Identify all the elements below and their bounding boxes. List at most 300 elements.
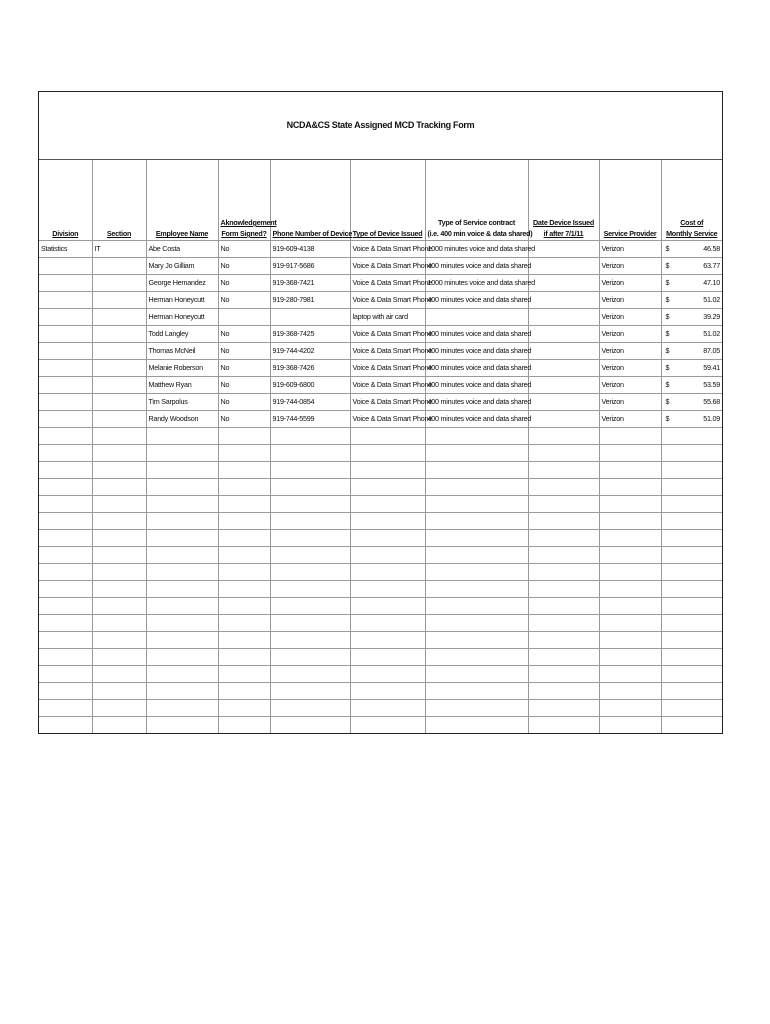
empty-cell[interactable] (92, 598, 146, 615)
empty-cell[interactable] (146, 496, 218, 513)
empty-cell[interactable] (350, 513, 425, 530)
currency-symbol: $ (665, 312, 670, 321)
empty-cell[interactable] (270, 428, 350, 445)
empty-cell[interactable] (350, 649, 425, 666)
empty-cell[interactable] (218, 428, 270, 445)
empty-cell[interactable] (425, 598, 528, 615)
cell-employee-name: Todd Langley (146, 326, 218, 343)
cost-value: 53.59 (703, 380, 720, 389)
empty-cell[interactable] (528, 700, 599, 717)
empty-cell[interactable] (218, 479, 270, 496)
empty-cell[interactable] (92, 462, 146, 479)
empty-cell[interactable] (39, 445, 92, 462)
empty-cell[interactable] (661, 547, 722, 564)
cell-acknowledgement: No (218, 377, 270, 394)
cell-device-type: Voice & Data Smart Phone (350, 292, 425, 309)
empty-cell[interactable] (92, 683, 146, 700)
empty-cell[interactable] (146, 615, 218, 632)
table-row (39, 343, 722, 360)
empty-cell[interactable] (528, 717, 599, 734)
empty-cell[interactable] (39, 615, 92, 632)
cell-acknowledgement: No (218, 360, 270, 377)
empty-cell[interactable] (599, 700, 661, 717)
empty-cell[interactable] (661, 513, 722, 530)
empty-cell[interactable] (661, 581, 722, 598)
empty-cell[interactable] (270, 547, 350, 564)
empty-cell[interactable] (661, 496, 722, 513)
empty-cell[interactable] (661, 428, 722, 445)
header-ack-line2: Form Signed? (221, 229, 267, 238)
empty-cell[interactable] (39, 666, 92, 683)
currency-symbol: $ (665, 380, 670, 389)
cell-monthly-cost (661, 326, 722, 343)
empty-cell[interactable] (270, 683, 350, 700)
cell-phone-number: 919-917-5686 (270, 258, 350, 275)
empty-cell[interactable] (39, 700, 92, 717)
empty-cell[interactable] (146, 700, 218, 717)
cell-division (39, 275, 92, 292)
cell-monthly-cost (661, 275, 722, 292)
empty-row (39, 598, 722, 615)
empty-cell[interactable] (39, 717, 92, 734)
cell-phone-number (270, 309, 350, 326)
header-cost-line1: Cost of (680, 218, 704, 227)
empty-cell[interactable] (599, 615, 661, 632)
cost-value: 51.09 (703, 414, 720, 423)
empty-cell[interactable] (528, 496, 599, 513)
cell-device-type: Voice & Data Smart Phone (350, 377, 425, 394)
cell-monthly-cost (661, 377, 722, 394)
cell-device-type: Voice & Data Smart Phone (350, 275, 425, 292)
header-date-line1: Date Device Issued (532, 218, 595, 227)
empty-cell[interactable] (92, 547, 146, 564)
empty-cell[interactable] (39, 530, 92, 547)
empty-row (39, 445, 722, 462)
empty-cell[interactable] (425, 462, 528, 479)
empty-row (39, 462, 722, 479)
empty-cell[interactable] (661, 700, 722, 717)
cost-value: 87.05 (703, 346, 720, 355)
empty-cell[interactable] (146, 462, 218, 479)
empty-cell[interactable] (270, 632, 350, 649)
empty-cell[interactable] (350, 598, 425, 615)
empty-cell[interactable] (425, 666, 528, 683)
table-row (39, 326, 722, 343)
cell-date-issued (528, 343, 599, 360)
empty-cell[interactable] (528, 666, 599, 683)
empty-cell[interactable] (599, 666, 661, 683)
empty-cell[interactable] (39, 598, 92, 615)
empty-cell[interactable] (528, 513, 599, 530)
empty-cell[interactable] (425, 530, 528, 547)
empty-cell[interactable] (528, 428, 599, 445)
cell-phone-number: 919-368-7421 (270, 275, 350, 292)
empty-cell[interactable] (425, 581, 528, 598)
empty-cell[interactable] (146, 666, 218, 683)
empty-cell[interactable] (661, 649, 722, 666)
currency-symbol: $ (665, 414, 670, 423)
cell-acknowledgement: No (218, 275, 270, 292)
empty-cell[interactable] (218, 581, 270, 598)
cell-division (39, 377, 92, 394)
cell-division (39, 292, 92, 309)
empty-cell[interactable] (528, 649, 599, 666)
empty-cell[interactable] (39, 428, 92, 445)
empty-cell[interactable] (350, 530, 425, 547)
header-phone-number: Phone Number of Device (270, 160, 350, 241)
empty-cell[interactable] (146, 649, 218, 666)
empty-cell[interactable] (270, 513, 350, 530)
empty-cell[interactable] (528, 564, 599, 581)
empty-cell[interactable] (425, 564, 528, 581)
cell-service-contract: 400 minutes voice and data shared (425, 360, 528, 377)
empty-cell[interactable] (39, 513, 92, 530)
cell-phone-number: 919-368-7426 (270, 360, 350, 377)
table-row (39, 258, 722, 275)
cell-acknowledgement: No (218, 326, 270, 343)
cell-division (39, 411, 92, 428)
table-row (39, 394, 722, 411)
currency-symbol: $ (665, 261, 670, 270)
cell-service-provider: Verizon (599, 343, 661, 360)
empty-cell[interactable] (270, 479, 350, 496)
empty-cell[interactable] (661, 683, 722, 700)
empty-cell[interactable] (39, 496, 92, 513)
empty-cell[interactable] (270, 530, 350, 547)
empty-cell[interactable] (661, 632, 722, 649)
cell-service-contract (425, 309, 528, 326)
empty-cell[interactable] (528, 683, 599, 700)
empty-cell[interactable] (270, 717, 350, 734)
empty-cell[interactable] (39, 649, 92, 666)
header-device-type: Type of Device Issued (350, 160, 425, 241)
empty-cell[interactable] (599, 683, 661, 700)
empty-cell[interactable] (350, 666, 425, 683)
header-monthly-cost (661, 160, 722, 241)
empty-cell[interactable] (350, 496, 425, 513)
cell-section (92, 326, 146, 343)
table-row (39, 377, 722, 394)
empty-cell[interactable] (218, 513, 270, 530)
empty-cell[interactable] (218, 615, 270, 632)
empty-cell[interactable] (270, 649, 350, 666)
cell-phone-number: 919-609-6800 (270, 377, 350, 394)
empty-cell[interactable] (599, 649, 661, 666)
empty-cell[interactable] (270, 666, 350, 683)
cell-acknowledgement: No (218, 258, 270, 275)
empty-cell[interactable] (528, 479, 599, 496)
empty-cell[interactable] (39, 632, 92, 649)
empty-cell[interactable] (350, 581, 425, 598)
header-service-provider: Service Provider (599, 160, 661, 241)
empty-cell[interactable] (218, 564, 270, 581)
cell-division (39, 326, 92, 343)
empty-cell[interactable] (599, 717, 661, 734)
empty-cell[interactable] (92, 700, 146, 717)
cell-date-issued (528, 241, 599, 258)
empty-cell[interactable] (270, 615, 350, 632)
empty-cell[interactable] (92, 530, 146, 547)
empty-cell[interactable] (146, 513, 218, 530)
empty-cell[interactable] (350, 462, 425, 479)
empty-cell[interactable] (146, 598, 218, 615)
cell-device-type: Voice & Data Smart Phone (350, 360, 425, 377)
empty-cell[interactable] (528, 462, 599, 479)
empty-cell[interactable] (92, 581, 146, 598)
empty-cell[interactable] (425, 700, 528, 717)
cell-employee-name: Tim Sarpolus (146, 394, 218, 411)
empty-cell[interactable] (146, 479, 218, 496)
empty-cell[interactable] (599, 530, 661, 547)
empty-cell[interactable] (92, 564, 146, 581)
empty-cell[interactable] (661, 615, 722, 632)
empty-cell[interactable] (425, 496, 528, 513)
empty-cell[interactable] (599, 496, 661, 513)
cell-division (39, 394, 92, 411)
empty-cell[interactable] (146, 428, 218, 445)
empty-cell[interactable] (218, 649, 270, 666)
empty-cell[interactable] (599, 513, 661, 530)
empty-cell[interactable] (92, 615, 146, 632)
empty-cell[interactable] (218, 683, 270, 700)
empty-cell[interactable] (39, 564, 92, 581)
empty-cell[interactable] (661, 717, 722, 734)
header-row (39, 160, 722, 241)
empty-row (39, 513, 722, 530)
cell-division (39, 360, 92, 377)
empty-cell[interactable] (270, 564, 350, 581)
empty-cell[interactable] (218, 598, 270, 615)
empty-cell[interactable] (425, 547, 528, 564)
empty-cell[interactable] (599, 632, 661, 649)
empty-cell[interactable] (599, 564, 661, 581)
cell-device-type: Voice & Data Smart Phone (350, 343, 425, 360)
cell-monthly-cost (661, 258, 722, 275)
header-date-issued (528, 160, 599, 241)
cell-service-provider: Verizon (599, 411, 661, 428)
currency-symbol: $ (665, 244, 670, 253)
empty-cell[interactable] (350, 632, 425, 649)
empty-cell[interactable] (528, 547, 599, 564)
cell-division (39, 343, 92, 360)
empty-cell[interactable] (270, 462, 350, 479)
cell-service-contract: 400 minutes voice and data shared (425, 326, 528, 343)
form-title: NCDA&CS State Assigned MCD Tracking Form (286, 120, 475, 130)
empty-cell[interactable] (350, 700, 425, 717)
header-date-line2: if after 7/1/11 (543, 229, 584, 238)
empty-cell[interactable] (350, 564, 425, 581)
cell-date-issued (528, 258, 599, 275)
empty-cell[interactable] (218, 666, 270, 683)
currency-symbol: $ (665, 329, 670, 338)
cell-phone-number: 919-744-0854 (270, 394, 350, 411)
empty-cell[interactable] (350, 445, 425, 462)
cost-value: 55.68 (703, 397, 720, 406)
empty-cell[interactable] (218, 700, 270, 717)
empty-cell[interactable] (350, 428, 425, 445)
empty-cell[interactable] (661, 445, 722, 462)
empty-cell[interactable] (599, 428, 661, 445)
empty-cell[interactable] (350, 547, 425, 564)
empty-cell[interactable] (218, 632, 270, 649)
cell-service-contract: 1000 minutes voice and data shared (425, 275, 528, 292)
cell-acknowledgement: No (218, 241, 270, 258)
empty-cell[interactable] (599, 445, 661, 462)
cell-date-issued (528, 292, 599, 309)
empty-cell[interactable] (270, 598, 350, 615)
header-cost-line2: Monthly Service (666, 229, 718, 238)
table-row (39, 241, 722, 258)
empty-cell[interactable] (146, 632, 218, 649)
cell-date-issued (528, 377, 599, 394)
empty-cell[interactable] (599, 479, 661, 496)
empty-cell[interactable] (350, 615, 425, 632)
empty-cell[interactable] (146, 445, 218, 462)
cell-date-issued (528, 275, 599, 292)
currency-symbol: $ (665, 346, 670, 355)
empty-cell[interactable] (661, 598, 722, 615)
cell-date-issued (528, 326, 599, 343)
empty-cell[interactable] (425, 683, 528, 700)
empty-cell[interactable] (218, 530, 270, 547)
header-acknowledgement (218, 160, 277, 241)
empty-cell[interactable] (350, 479, 425, 496)
empty-cell[interactable] (270, 581, 350, 598)
empty-row (39, 649, 722, 666)
cell-employee-name: Melanie Roberson (146, 360, 218, 377)
empty-cell[interactable] (425, 615, 528, 632)
header-ack-line1: Aknowledgement (220, 218, 277, 227)
header-employee-name: Employee Name (146, 160, 218, 241)
empty-row (39, 632, 722, 649)
cell-section (92, 411, 146, 428)
empty-cell[interactable] (661, 530, 722, 547)
cell-phone-number: 919-368-7425 (270, 326, 350, 343)
cell-section (92, 377, 146, 394)
empty-cell[interactable] (92, 649, 146, 666)
empty-cell[interactable] (599, 462, 661, 479)
cell-monthly-cost (661, 241, 722, 258)
empty-cell[interactable] (425, 649, 528, 666)
empty-cell[interactable] (528, 632, 599, 649)
cost-value: 47.10 (703, 278, 720, 287)
empty-cell[interactable] (528, 581, 599, 598)
cell-service-contract: 1000 minutes voice and data shared (425, 241, 528, 258)
empty-cell[interactable] (146, 547, 218, 564)
empty-cell[interactable] (218, 496, 270, 513)
empty-cell[interactable] (146, 717, 218, 734)
cell-service-contract: 400 minutes voice and data shared (425, 377, 528, 394)
empty-cell[interactable] (92, 717, 146, 734)
empty-cell[interactable] (528, 615, 599, 632)
empty-row (39, 428, 722, 445)
empty-cell[interactable] (425, 479, 528, 496)
currency-symbol: $ (665, 397, 670, 406)
empty-cell[interactable] (92, 496, 146, 513)
empty-cell[interactable] (146, 581, 218, 598)
empty-row (39, 547, 722, 564)
cell-employee-name: Thomas McNeil (146, 343, 218, 360)
empty-cell[interactable] (92, 666, 146, 683)
empty-cell[interactable] (146, 564, 218, 581)
empty-cell[interactable] (599, 581, 661, 598)
empty-cell[interactable] (146, 530, 218, 547)
empty-cell[interactable] (39, 479, 92, 496)
cell-service-provider: Verizon (599, 394, 661, 411)
empty-cell[interactable] (350, 717, 425, 734)
empty-cell[interactable] (39, 462, 92, 479)
header-division: Division (39, 160, 92, 241)
cell-employee-name: Herman Honeycutt (146, 292, 218, 309)
table-row (39, 360, 722, 377)
empty-cell[interactable] (425, 445, 528, 462)
empty-cell[interactable] (528, 530, 599, 547)
cell-division (39, 309, 92, 326)
empty-cell[interactable] (270, 496, 350, 513)
table-row (39, 411, 722, 428)
header-service-contract (425, 160, 533, 241)
cell-date-issued (528, 394, 599, 411)
empty-cell[interactable] (599, 598, 661, 615)
cell-device-type: laptop with air card (350, 309, 425, 326)
empty-cell[interactable] (270, 445, 350, 462)
empty-cell[interactable] (528, 445, 599, 462)
cell-device-type: Voice & Data Smart Phone (350, 394, 425, 411)
empty-cell[interactable] (270, 700, 350, 717)
empty-cell[interactable] (661, 666, 722, 683)
empty-row (39, 666, 722, 683)
empty-cell[interactable] (92, 445, 146, 462)
empty-cell[interactable] (92, 428, 146, 445)
empty-cell[interactable] (661, 462, 722, 479)
empty-cell[interactable] (350, 683, 425, 700)
empty-cell[interactable] (425, 632, 528, 649)
empty-cell[interactable] (661, 479, 722, 496)
empty-cell[interactable] (218, 445, 270, 462)
cost-value: 59.41 (703, 363, 720, 372)
empty-cell[interactable] (425, 428, 528, 445)
cell-section (92, 292, 146, 309)
cell-section (92, 343, 146, 360)
cell-employee-name: Matthew Ryan (146, 377, 218, 394)
empty-cell[interactable] (425, 717, 528, 734)
empty-cell[interactable] (39, 547, 92, 564)
cell-service-contract: 400 minutes voice and data shared (425, 343, 528, 360)
empty-cell[interactable] (92, 479, 146, 496)
empty-cell[interactable] (39, 581, 92, 598)
cell-section (92, 309, 146, 326)
cell-date-issued (528, 360, 599, 377)
empty-cell[interactable] (146, 683, 218, 700)
empty-cell[interactable] (528, 598, 599, 615)
empty-cell[interactable] (92, 513, 146, 530)
cell-service-provider: Verizon (599, 377, 661, 394)
cell-date-issued (528, 411, 599, 428)
empty-cell[interactable] (92, 632, 146, 649)
empty-cell[interactable] (599, 547, 661, 564)
empty-cell[interactable] (661, 564, 722, 581)
empty-cell[interactable] (425, 513, 528, 530)
empty-cell[interactable] (218, 547, 270, 564)
empty-cell[interactable] (218, 717, 270, 734)
cell-acknowledgement: No (218, 411, 270, 428)
cell-service-provider: Verizon (599, 360, 661, 377)
empty-cell[interactable] (39, 683, 92, 700)
cost-value: 46.58 (703, 244, 720, 253)
cell-service-contract: 400 minutes voice and data shared (425, 258, 528, 275)
empty-cell[interactable] (218, 462, 270, 479)
empty-row (39, 683, 722, 700)
